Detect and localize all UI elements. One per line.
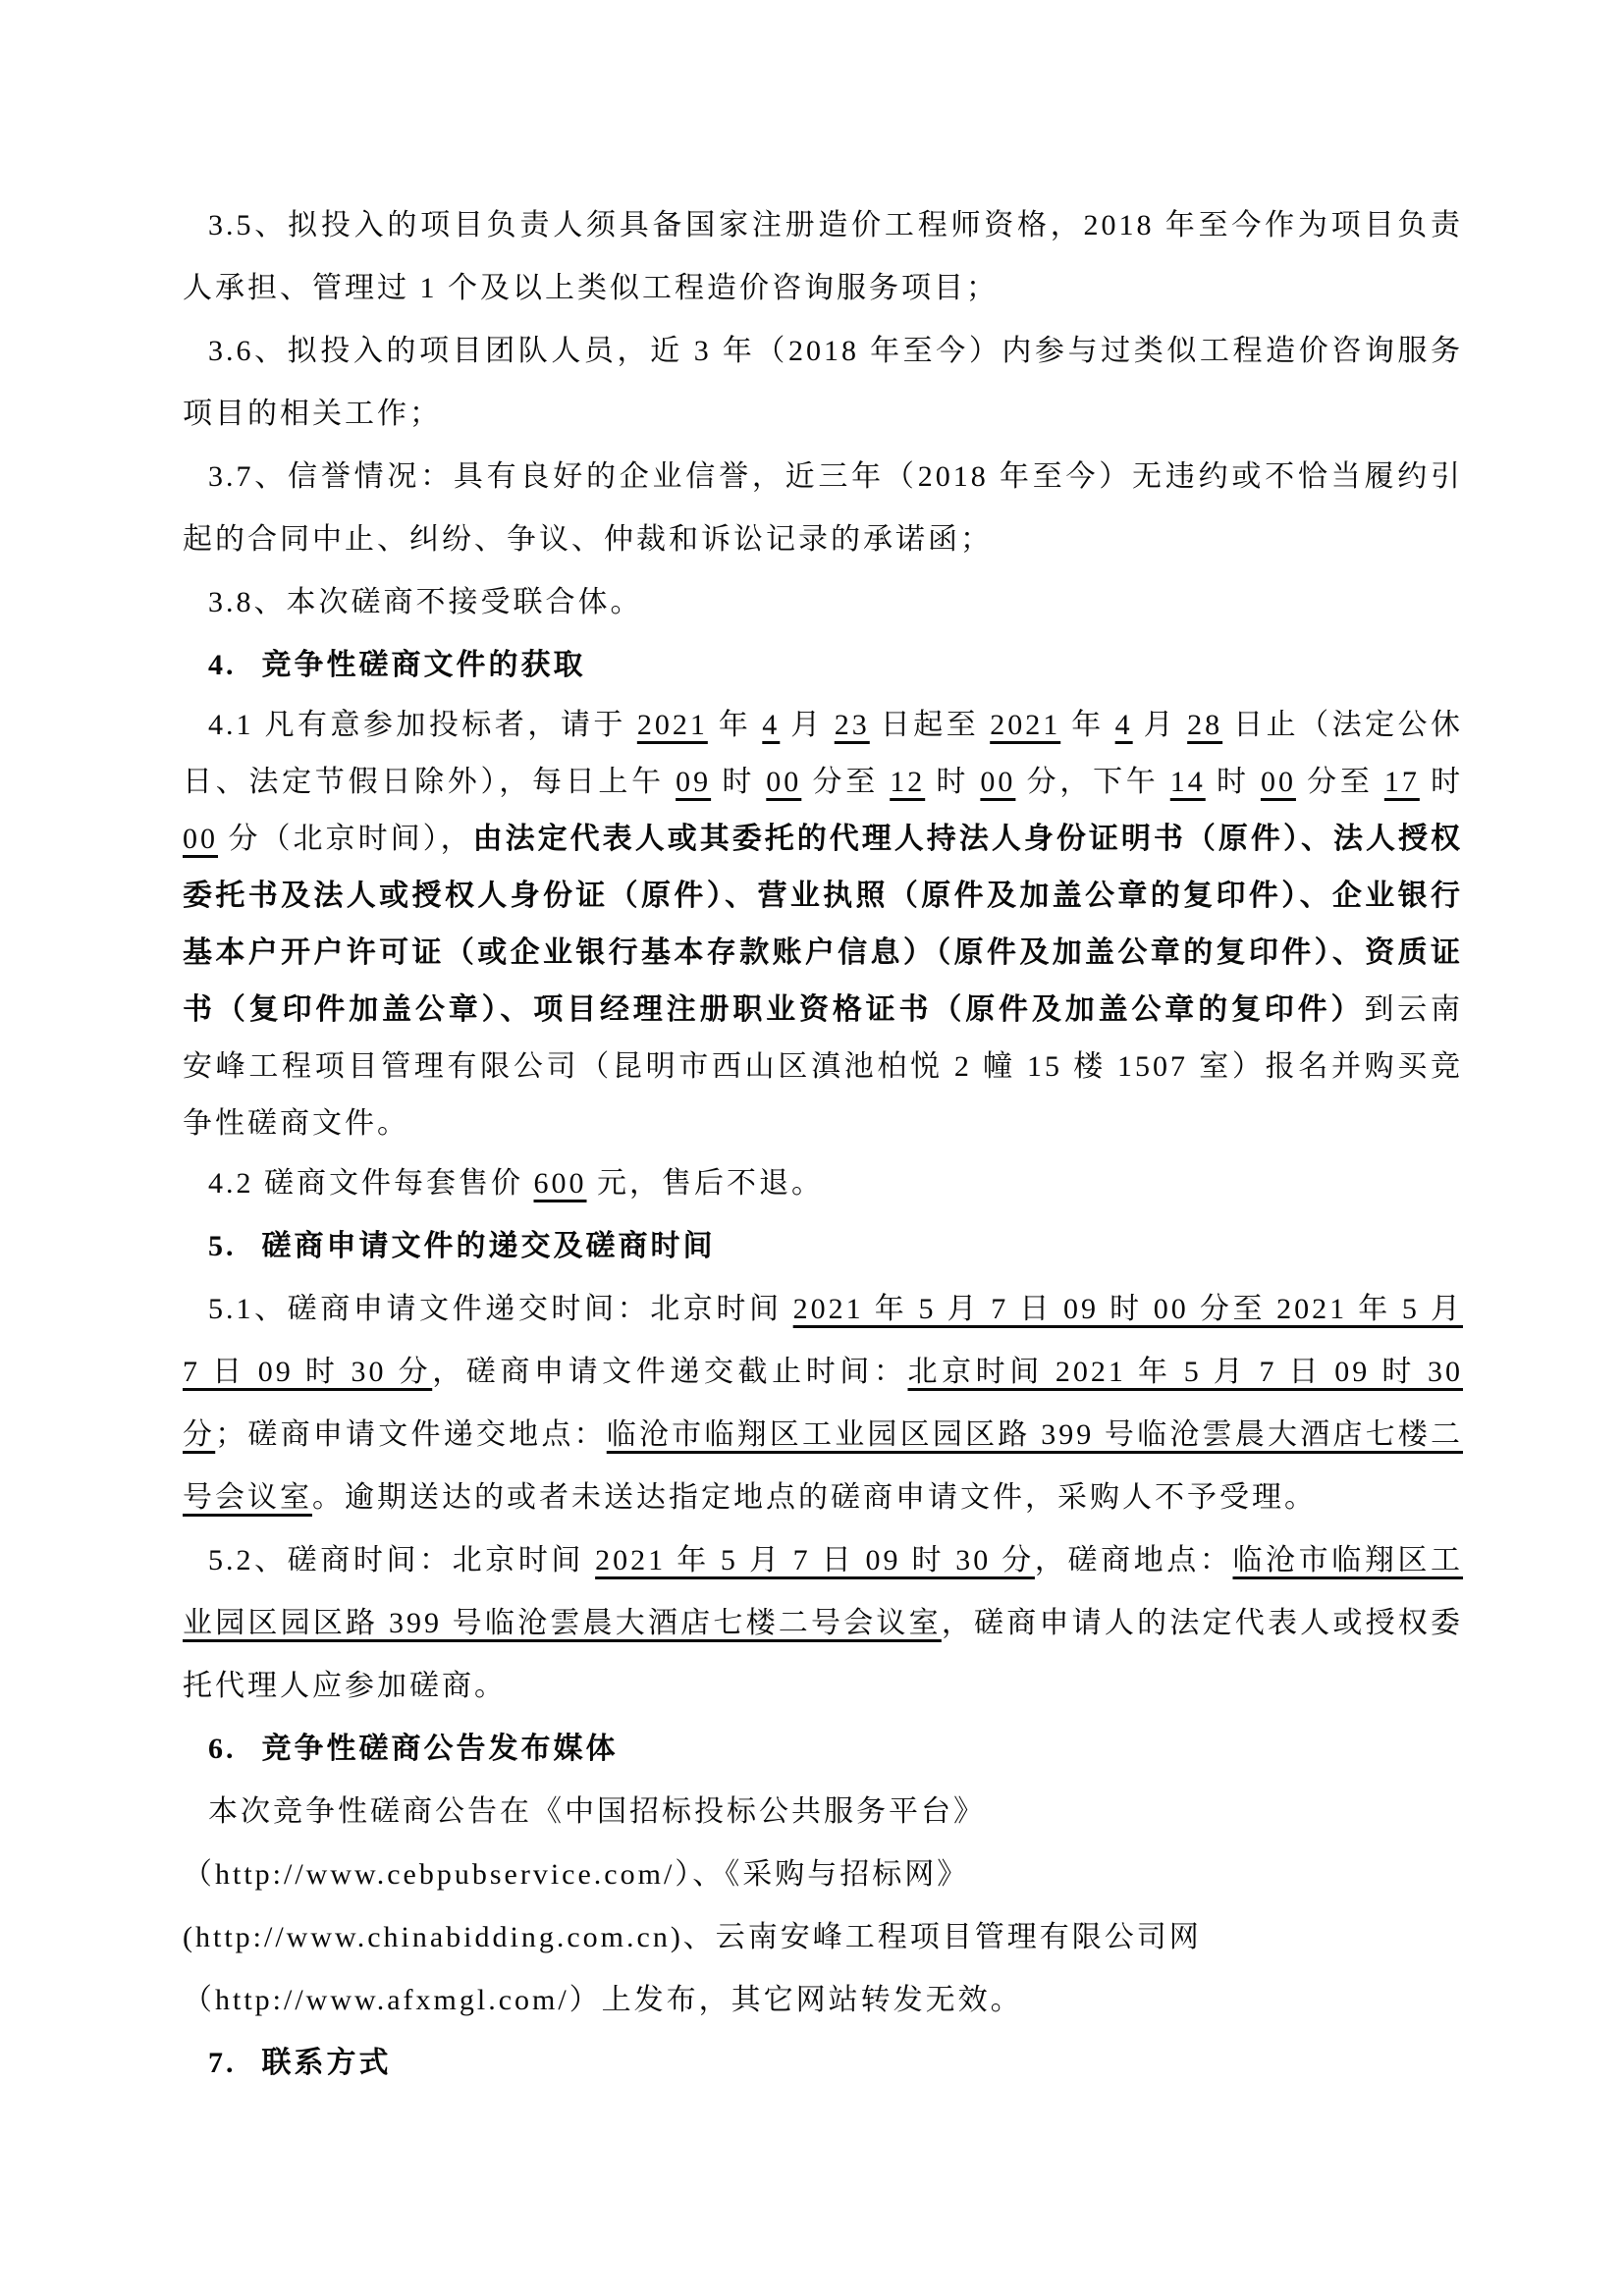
paragraph-4-2 (183, 1152, 1463, 1215)
heading-number: 7. (208, 2047, 237, 2079)
text-run: 分，下午 (1015, 766, 1170, 798)
underlined-time: 00 (1260, 766, 1296, 798)
underlined-address: 临沧市临翔区工业园区园区路 399 号临沧雲晨大酒店七楼二号会议室 (183, 1418, 1464, 1514)
bold-required-documents: 由法定代表人或其委托的代理人持法人身份证明书（原件）、法人授权委托书及法人或授权人身份证（原件）、营业执照（原件及加盖公章的复印件）、企业银行基本户开户许可证（或企业银行基本存款账户信息）（原件及加盖公章的复印件）、资质证书（复印件加盖公章）、项目经理注册职业资格证书（原件及加盖公章的复印件） (183, 823, 1464, 1026)
text-run: 分至 (801, 766, 891, 798)
text-run: 3.7、信誉情况：具有良好的企业信誉，近三年（2018 年至今）无违约或不恰当履约引起的合同中止、纠纷、争议、仲裁和诉讼记录的承诺函； (183, 460, 1463, 556)
text-run: 到云南安峰工程项目管理有限公司（昆明市西山区滇池柏悦 2 幢 15 楼 1507 室）报名并购买竞争性磋商文件。 (183, 993, 1464, 1140)
paragraph-3-5 (183, 194, 1463, 320)
text-run: ，磋商申请人的法定代表人或授权委托代理人应参加磋商。 (183, 1607, 1464, 1702)
underlined-time: 00 (183, 823, 218, 855)
text-run: 5.1、磋商申请文件递交时间：北京时间 (208, 1293, 793, 1325)
section-heading-7 (183, 2032, 1463, 2095)
text-run: 时 (711, 766, 767, 798)
text-run: 年 (707, 709, 763, 741)
text-run: ，磋商地点： (1034, 1544, 1233, 1576)
underlined-time: 14 (1169, 766, 1206, 798)
underlined-date: 28 (1187, 709, 1223, 741)
text-run: 3.5、拟投入的项目负责人须具备国家注册造价工程师资格，2018 年至今作为项目负责人承担、管理过 1 个及以上类似工程造价咨询服务项目； (183, 209, 1463, 304)
paragraph-3-7 (183, 446, 1463, 571)
heading-number: 5. (208, 1230, 237, 1262)
underlined-date: 4 (762, 709, 781, 741)
underlined-date: 2021 (636, 709, 708, 741)
underlined-deadline: 北京时间 2021 年 5 月 7 日 09 时 30 分 (183, 1356, 1464, 1451)
text-run: 4.1 凡有意参加投标者，请于 (208, 709, 637, 741)
heading-number: 4. (208, 649, 237, 681)
paragraph-3-6 (183, 320, 1463, 446)
text-run: 3.6、拟投入的项目团队人员，近 3 年（2018 年至今）内参与过类似工程造价咨询服务项目的相关工作； (183, 335, 1463, 430)
paragraph-5-1 (183, 1278, 1463, 1529)
heading-title: 竞争性磋商文件的获取 (261, 649, 586, 681)
underlined-time: 00 (766, 766, 802, 798)
heading-title: 竞争性磋商公告发布媒体 (261, 1733, 619, 1765)
underlined-time: 00 (980, 766, 1016, 798)
text-run: 时 (1205, 766, 1261, 798)
heading-title: 联系方式 (261, 2047, 392, 2079)
text-run: 。逾期送达的或者未送达指定地点的磋商申请文件，采购人不予受理。 (312, 1481, 1317, 1514)
text-run: ；磋商申请文件递交地点： (215, 1418, 607, 1451)
underlined-price: 600 (533, 1167, 587, 1200)
text-run: 日起至 (869, 709, 991, 741)
section-heading-6 (183, 1718, 1463, 1781)
section-heading-5 (183, 1215, 1463, 1278)
paragraph-6-line-2 (183, 1843, 1463, 1906)
paragraph-6-line-3 (183, 1906, 1463, 1969)
text-run: 3.8、本次磋商不接受联合体。 (208, 586, 643, 618)
underlined-time: 17 (1383, 766, 1420, 798)
underlined-time: 12 (890, 766, 926, 798)
text-run: 时 (1419, 766, 1464, 798)
underlined-date: 23 (834, 709, 870, 741)
text-run: ，磋商申请文件递交截止时间： (432, 1356, 908, 1388)
text-run: 分（北京时间）， (218, 823, 473, 855)
paragraph-6-line-4 (183, 1969, 1463, 2032)
text-run: 日止（法定公休日、法定节假日除外），每日上午 (183, 709, 1464, 798)
section-heading-4 (183, 634, 1463, 697)
underlined-time: 09 (676, 766, 712, 798)
url-text: （http://www.cebpubservice.com/）、《采购与招标网》 (183, 1858, 970, 1891)
text-run: 4.2 磋商文件每套售价 (208, 1167, 534, 1200)
heading-number: 6. (208, 1733, 237, 1765)
text-run: 月 (1132, 709, 1188, 741)
paragraph-3-8 (183, 571, 1463, 634)
underlined-date: 4 (1114, 709, 1133, 741)
text-run: 本次竞争性磋商公告在《中国招标投标公共服务平台》 (208, 1795, 986, 1828)
paragraph-6-line-1 (183, 1781, 1463, 1843)
paragraph-5-2 (183, 1529, 1463, 1718)
text-run: 年 (1060, 709, 1115, 741)
heading-title: 磋商申请文件的递交及磋商时间 (261, 1230, 716, 1262)
url-text: (http://www.chinabidding.com.cn)、云南安峰工程项目管理有限公司网 (183, 1921, 1202, 1953)
underlined-consultation-address: 临沧市临翔区工业园区园区路 399 号临沧雲晨大酒店七楼二号会议室 (183, 1544, 1464, 1639)
underlined-submission-time: 2021 年 5 月 7 日 09 时 00 分至 2021 年 5 月 7 日 09 时 30 分 (183, 1293, 1464, 1388)
text-run: 月 (780, 709, 835, 741)
underlined-date: 2021 (990, 709, 1061, 741)
underlined-consultation-time: 2021 年 5 月 7 日 09 时 30 分 (595, 1544, 1035, 1576)
text-run: 分至 (1295, 766, 1384, 798)
text-run: 时 (925, 766, 981, 798)
paragraph-4-1 (183, 697, 1463, 1152)
url-text: （http://www.afxmgl.com/）上发布，其它网站转发无效。 (183, 1984, 1023, 2016)
text-run: 元，售后不退。 (586, 1167, 824, 1200)
text-run: 5.2、磋商时间：北京时间 (208, 1544, 596, 1576)
